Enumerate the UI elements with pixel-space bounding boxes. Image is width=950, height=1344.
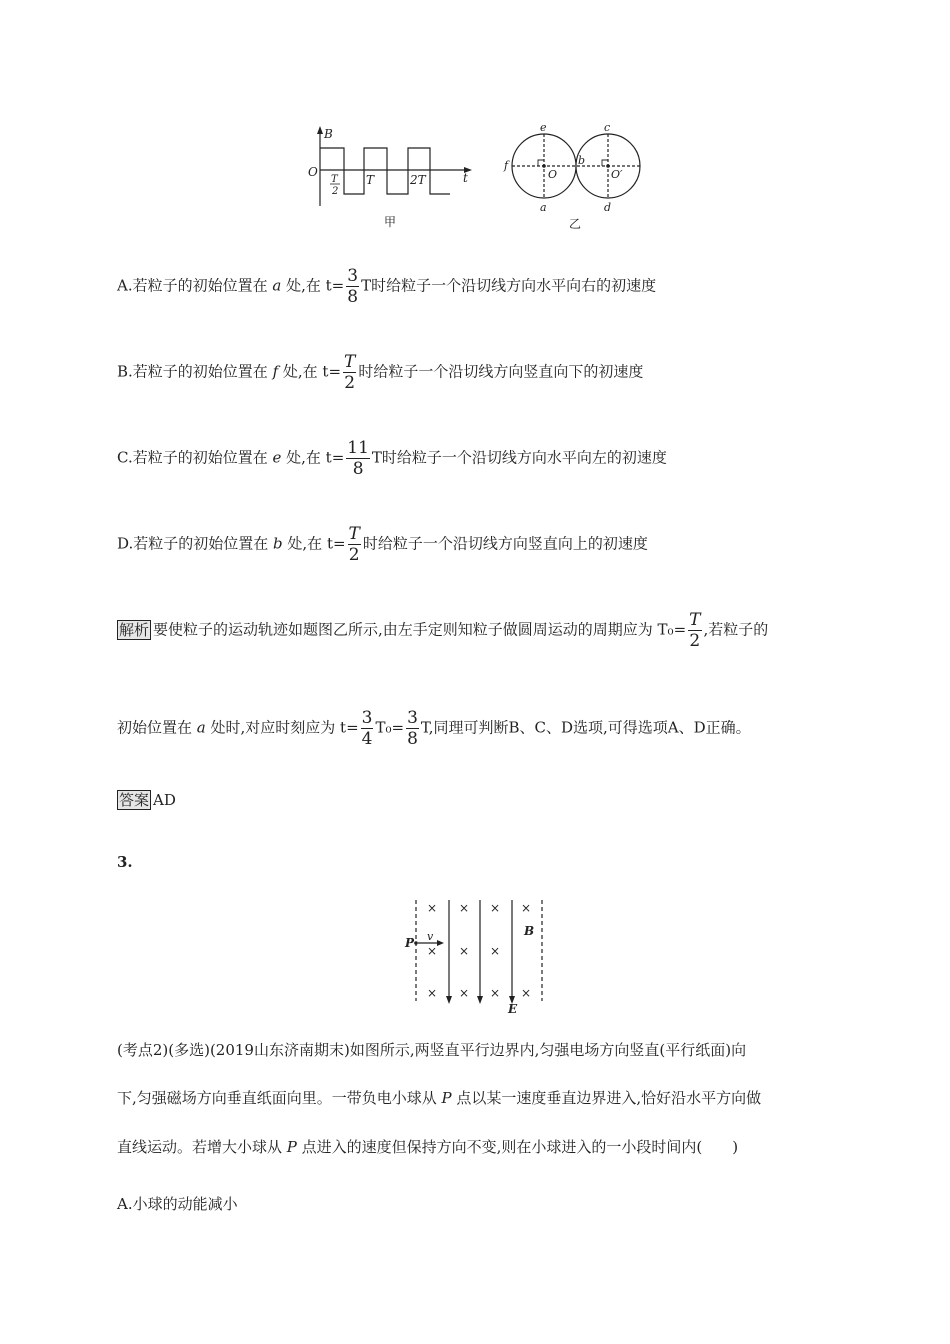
option-text: 处,在 t= <box>281 448 345 467</box>
option-text: 处,在 t= <box>278 362 342 381</box>
option-text: D.若粒子的初始位置在 <box>117 534 274 553</box>
tick-label-t-half-den: 2 <box>332 186 339 197</box>
analysis-var: a <box>196 718 206 737</box>
question-3-text-1: (考点2)(多选)(2019山东济南期末)如图所示,两竖直平行边界内,匀强电场方向竖直(平行纸面)向 <box>117 1041 747 1059</box>
question-3-option-a: A.小球的动能减小 <box>117 1195 238 1213</box>
fraction <box>361 708 374 749</box>
fraction-den: 2 <box>348 545 360 565</box>
field-label-b: B <box>524 924 535 938</box>
fraction-num: T <box>689 610 701 630</box>
option-text: C.若粒子的初始位置在 <box>117 448 273 467</box>
point-label-o: O <box>548 168 558 181</box>
cross-mark: × <box>490 944 501 958</box>
cross-mark: × <box>459 901 470 915</box>
option-text: T时给粒子一个沿切线方向水平向右的初速度 <box>361 276 657 295</box>
cross-mark: × <box>459 944 470 958</box>
option-c <box>117 438 667 479</box>
point-label-e: e <box>540 121 547 134</box>
caption-jia: 甲 <box>384 215 397 229</box>
cross-mark: × <box>490 986 501 1000</box>
axis-label-b: B <box>324 127 333 141</box>
caption-yi: 乙 <box>569 217 582 231</box>
figure-yi <box>512 134 640 198</box>
option-var: b <box>273 534 283 553</box>
analysis-text: T,同理可判断B、C、D选项,可得选项A、D正确。 <box>420 718 751 737</box>
analysis-text: ,若粒子的 <box>703 620 769 639</box>
analysis-line-1 <box>117 610 768 651</box>
tick-label-t: T <box>366 173 375 187</box>
question-text: 直线运动。若增大小球从 <box>117 1138 287 1156</box>
fraction-num: 3 <box>347 266 359 286</box>
fraction-den: 2 <box>689 631 701 651</box>
point-label-p: P <box>405 936 415 950</box>
point-label-c: c <box>604 121 611 134</box>
fraction <box>406 708 419 749</box>
cross-mark: × <box>490 901 501 915</box>
point-label-b: b <box>578 154 586 167</box>
analysis-text: 处时,对应时刻应为 t= <box>205 718 359 737</box>
fraction-num: T <box>348 524 360 544</box>
velocity-label-v: v <box>427 930 434 943</box>
answer-line <box>117 790 176 810</box>
question-text: 下,匀强磁场方向垂直纸面向里。一带负电小球从 <box>117 1089 442 1107</box>
option-text: 时给粒子一个沿切线方向竖直向下的初速度 <box>358 362 644 381</box>
analysis-tag: 解析 <box>119 620 150 639</box>
option-text: 时给粒子一个沿切线方向竖直向上的初速度 <box>362 534 648 553</box>
figure-field-region <box>400 895 560 1015</box>
fraction <box>346 266 359 307</box>
question-text: 点以某一速度垂直边界进入,恰好沿水平方向做 <box>451 1089 762 1107</box>
analysis-text: T₀= <box>375 718 405 737</box>
question-var: P <box>441 1089 452 1107</box>
point-label-o-prime: O′ <box>611 168 623 181</box>
cross-mark: × <box>427 901 438 915</box>
fraction-den: 8 <box>352 459 364 479</box>
fraction-den: 4 <box>361 729 373 749</box>
figure-jia <box>317 126 472 206</box>
option-var: f <box>272 362 279 381</box>
option-var: e <box>272 448 282 467</box>
option-d <box>117 524 648 565</box>
cross-mark: × <box>427 986 438 1000</box>
cross-mark: × <box>427 944 438 958</box>
fraction <box>343 352 356 393</box>
point-label-a: a <box>540 201 547 214</box>
fraction-num: 11 <box>347 438 369 458</box>
cross-mark: × <box>521 901 532 915</box>
fraction-den: 8 <box>407 729 418 749</box>
fraction-num: 3 <box>407 708 418 728</box>
option-text: 处,在 t= <box>281 276 345 295</box>
option-a <box>117 266 656 307</box>
question-var: P <box>286 1138 297 1156</box>
fraction-num: T <box>344 352 356 372</box>
origin-label: O <box>308 165 318 179</box>
option-text: 处,在 t= <box>282 534 346 553</box>
fraction <box>688 610 701 651</box>
option-text: A.若粒子的初始位置在 <box>117 276 273 295</box>
option-text: T时给粒子一个沿切线方向水平向左的初速度 <box>371 448 667 467</box>
fraction <box>346 438 370 479</box>
question-3-text-3 <box>117 1137 738 1157</box>
tick-label-2t: 2T <box>410 173 426 187</box>
figure-b-t-and-circles <box>300 118 660 238</box>
fraction-num: 3 <box>361 708 373 728</box>
analysis-line-2 <box>117 708 751 749</box>
answer-tag: 答案 <box>119 791 150 809</box>
field-label-e: E <box>508 1002 518 1015</box>
question-text: 点进入的速度但保持方向不变,则在小球进入的一小段时间内( ) <box>296 1138 739 1156</box>
point-label-f: f <box>504 159 509 172</box>
point-label-d: d <box>604 201 612 214</box>
cross-mark: × <box>459 986 470 1000</box>
option-b <box>117 352 643 393</box>
cross-mark: × <box>521 986 532 1000</box>
analysis-text: 初始位置在 <box>117 718 197 737</box>
fraction <box>348 524 361 565</box>
tick-label-t-half-num: T <box>331 174 338 185</box>
axis-label-t: t <box>463 171 468 185</box>
analysis-text: 要使粒子的运动轨迹如题图乙所示,由左手定则知粒子做圆周运动的周期应为 T₀= <box>153 620 687 639</box>
fraction-den: 8 <box>347 287 359 307</box>
option-text: B.若粒子的初始位置在 <box>117 362 273 381</box>
answer-value: AD <box>153 791 176 809</box>
question-3-text-2 <box>117 1088 761 1108</box>
option-var: a <box>272 276 282 295</box>
fraction-den: 2 <box>344 373 356 393</box>
question-3-number: 3. <box>117 853 133 871</box>
